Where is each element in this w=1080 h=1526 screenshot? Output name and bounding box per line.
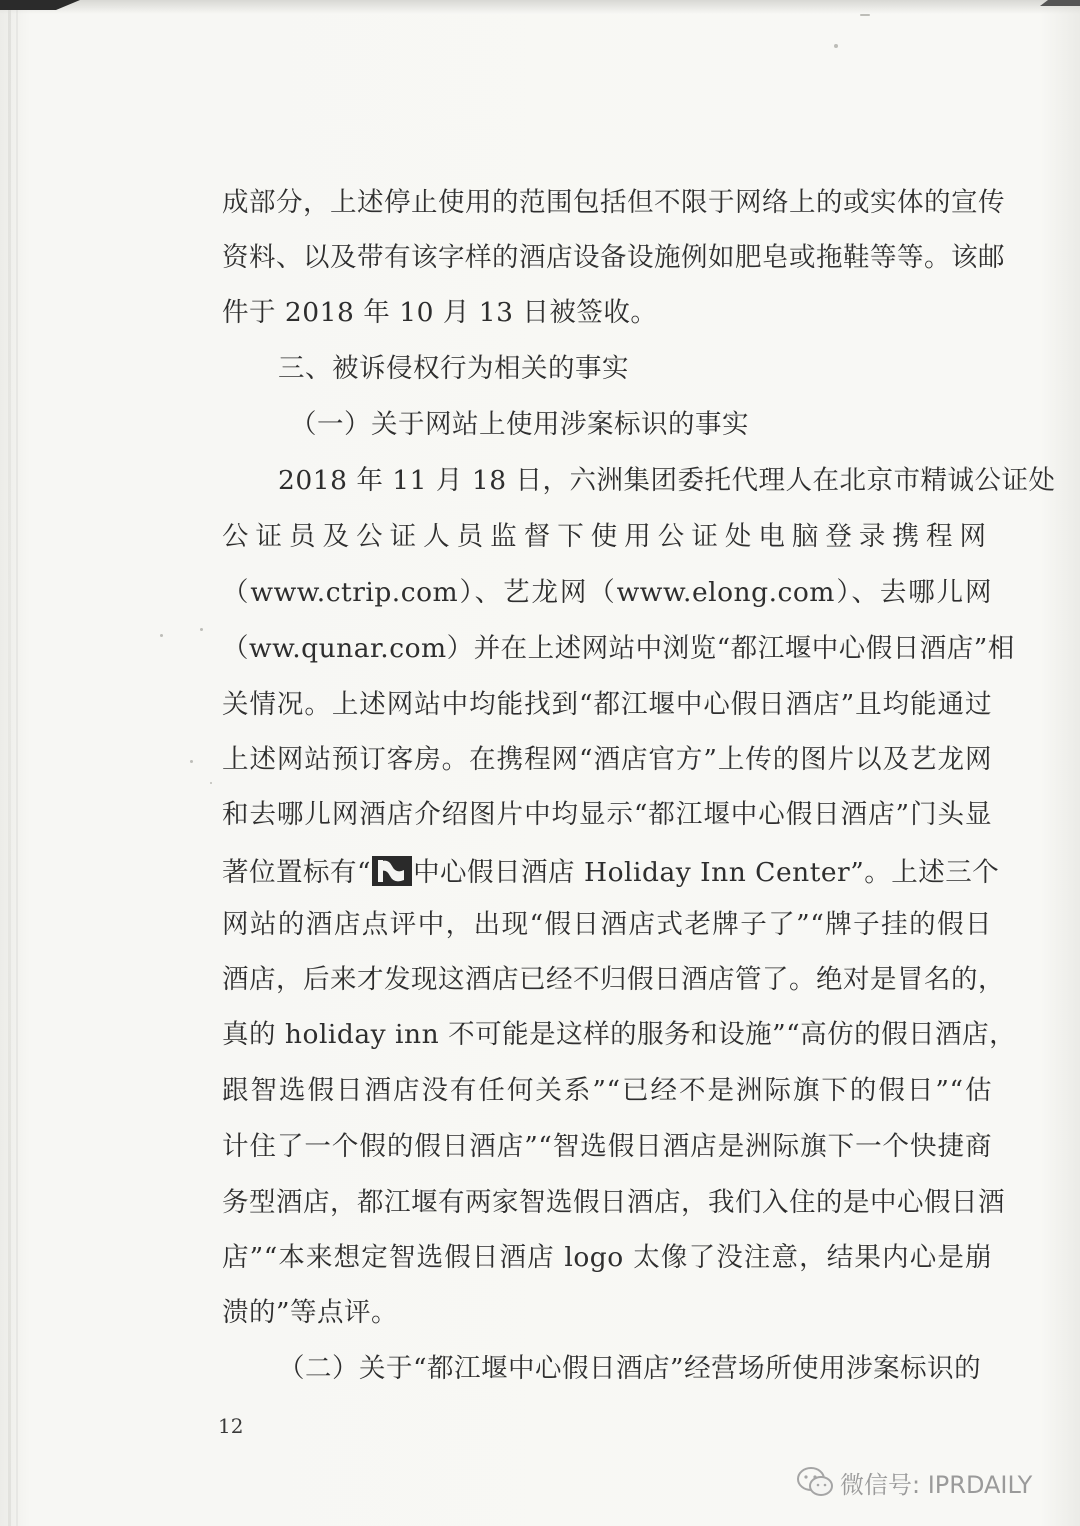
page-edge-shadow bbox=[8, 0, 11, 1526]
page-number: 12 bbox=[218, 1414, 244, 1438]
body-line-14: 网站的酒店点评中，出现“假日酒店式老牌子了”“牌子挂的假日 bbox=[222, 909, 992, 940]
body-line-12: 和去哪儿网酒店介绍图片中均显示“都江堰中心假日酒店”门头显 bbox=[222, 799, 992, 830]
watermark-text: 微信号: IPRDAILY bbox=[840, 1470, 1033, 1499]
body-line-10: 关情况。上述网站中均能找到“都江堰中心假日酒店”且均能通过 bbox=[222, 689, 992, 720]
scan-speck bbox=[834, 44, 838, 48]
scan-speck bbox=[860, 14, 870, 16]
scan-speck bbox=[210, 782, 212, 784]
scan-speck bbox=[160, 634, 163, 637]
body-line-13-start: 著位置标有“ bbox=[222, 857, 372, 888]
scan-speck bbox=[190, 760, 193, 763]
body-line-18: 计住了一个假的假日酒店”“智选假日酒店是洲际旗下一个快捷商 bbox=[222, 1131, 992, 1162]
body-line-11: 上述网站预订客房。在携程网“酒店官方”上传的图片以及艺龙网 bbox=[222, 744, 992, 775]
body-line-13-end: 中心假日酒店 Holiday Inn Center”。上述三个 bbox=[413, 857, 1000, 888]
wechat-watermark bbox=[796, 1462, 1056, 1502]
body-line-20: 店”“本来想定智选假日酒店 logo 太像了没注意，结果内心是崩 bbox=[222, 1242, 992, 1273]
body-line-16: 真的 holiday inn 不可能是这样的服务和设施”“高仿的假日酒店， bbox=[222, 1019, 1017, 1050]
body-line-3: 件于 2018 年 10 月 13 日被签收。 bbox=[222, 297, 658, 328]
body-line-1: 成部分，上述停止使用的范围包括但不限于网络上的或实体的宣传 bbox=[222, 187, 1005, 218]
body-line-19: 务型酒店，都江堰有两家智选假日酒店，我们入住的是中心假日酒 bbox=[222, 1187, 1005, 1218]
wechat-icon bbox=[796, 1465, 834, 1499]
body-line-17: 跟智选假日酒店没有任何关系”“已经不是洲际旗下的假日”“估 bbox=[222, 1075, 992, 1106]
body-line-2: 资料、以及带有该字样的酒店设备设施例如肥皂或拖鞋等等。该邮 bbox=[222, 242, 1005, 273]
top-edge-shadow bbox=[0, 0, 1080, 14]
scan-speck bbox=[200, 628, 203, 631]
body-line-15: 酒店，后来才发现这酒店已经不归假日酒店管了。绝对是冒名的， bbox=[222, 964, 1005, 995]
page-edge-shadow-inner bbox=[16, 0, 18, 1526]
body-line-8: （www.ctrip.com）、艺龙网（www.elong.com）、去哪儿网 bbox=[222, 577, 992, 608]
body-line-21: 溃的”等点评。 bbox=[222, 1297, 399, 1328]
body-line-7: 公证员及公证人员监督下使用公证处电脑登录携程网 bbox=[222, 521, 992, 552]
section-heading-3: 三、被诉侵权行为相关的事实 bbox=[278, 353, 629, 384]
hotel-logo-icon bbox=[372, 856, 412, 886]
body-line-13 bbox=[222, 856, 1000, 890]
subsection-heading-2: （二）关于“都江堰中心假日酒店”经营场所使用涉案标识的 bbox=[278, 1353, 982, 1384]
body-line-9: （ww.qunar.com）并在上述网站中浏览“都江堰中心假日酒店”相 bbox=[222, 633, 1015, 664]
subsection-heading-1: （一）关于网站上使用涉案标识的事实 bbox=[290, 409, 749, 440]
body-line-6: 2018 年 11 月 18 日，六洲集团委托代理人在北京市精诚公证处 bbox=[278, 465, 1056, 496]
